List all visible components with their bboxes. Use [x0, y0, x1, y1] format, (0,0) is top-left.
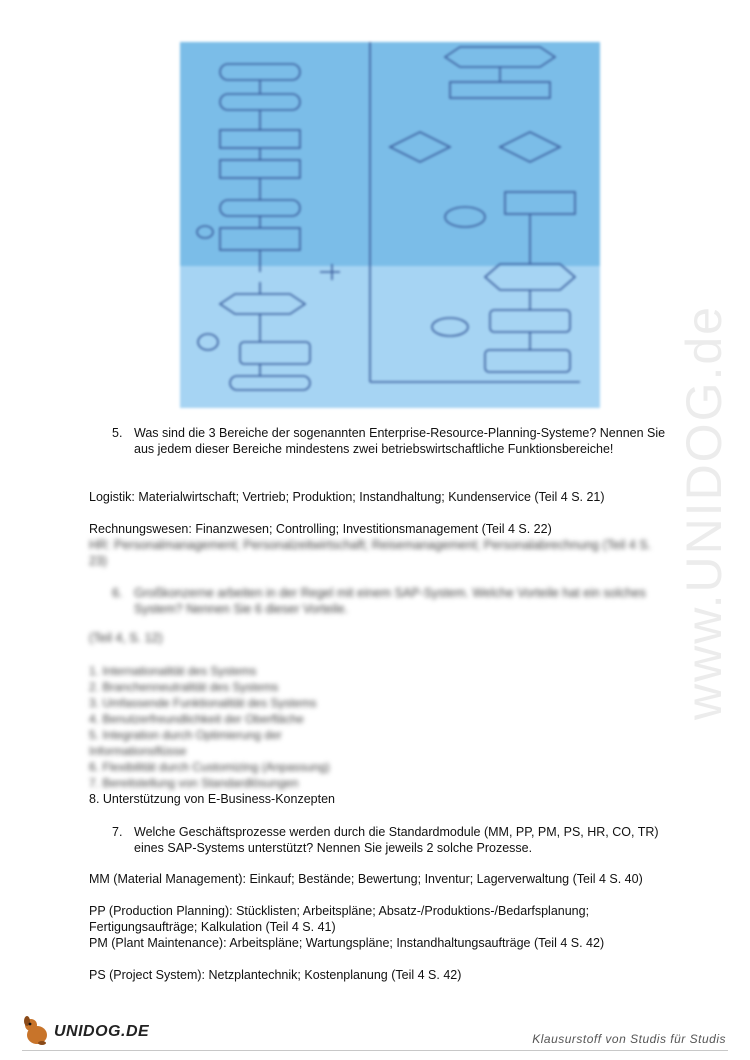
- flowchart-drawing: [180, 42, 600, 408]
- question-6-text: Großkonzerne arbeiten in der Regel mit einem SAP-System. Welche Vorteile hat ein solches System? Nennen Sie 6 dieser Vorteile.: [134, 586, 646, 616]
- answer-6-item: 1. Internationalität des Systems: [89, 664, 257, 678]
- footer-tagline: Klausurstoff von Studis für Studis: [532, 1032, 726, 1046]
- answer-6-item: 2. Branchenneutralität des Systems: [89, 680, 279, 694]
- answer-6-item: 7. Bereitstellung von Standardlösungen: [89, 776, 299, 790]
- answer-6-item: 3. Umfassende Funktionalität des Systems: [89, 696, 317, 710]
- question-7-number: 7.: [112, 825, 123, 839]
- question-7-text: Welche Geschäftsprozesse werden durch die Standardmodule (MM, PP, PM, PS, HR, CO, TR) eines SAP-Systems unterstützt? Nennen Sie jeweils 2 solche Prozesse.: [134, 825, 659, 855]
- answer-7-pm: PM (Plant Maintenance): Arbeitspläne; Wartungspläne; Instandhaltungsaufträge (Teil 4 S. 42): [89, 936, 605, 950]
- question-6-number: 6.: [112, 586, 123, 600]
- answer-7-pp: PP (Production Planning): Stücklisten; Arbeitspläne; Absatz-/Produktions-/Bedarfsplanung; Fertigungsaufträge; Kalkulation (Teil 4 S. 41): [89, 904, 590, 934]
- logo-text: UNIDOG.DE: [54, 1023, 150, 1040]
- answer-5-rechnungswesen: Rechnungswesen: Finanzwesen; Controlling; Investitionsmanagement (Teil 4 S. 22): [89, 522, 552, 536]
- answer-6-item: 6. Flexibilität durch Customizing (Anpassung): [89, 760, 330, 774]
- answer-7-mm: MM (Material Management): Einkauf; Bestände; Bewertung; Inventur; Lagerverwaltung (Teil 4 S. 40): [89, 872, 643, 886]
- flowchart-photo: [180, 42, 600, 408]
- answer-6-item: 8. Unterstützung von E-Business-Konzepten: [89, 792, 335, 806]
- question-5-text: Was sind die 3 Bereiche der sogenannten Enterprise-Resource-Planning-Systeme? Nennen Sie aus jedem dieser Bereiche mindestens zwei betriebswirtschaftliche Funktionsbereiche!: [134, 426, 666, 456]
- unidog-logo[interactable]: [22, 1015, 172, 1051]
- question-5-number: 5.: [112, 426, 123, 440]
- dog-icon: [22, 1015, 52, 1047]
- answer-6-item: 4. Benutzerfreundlichkeit der Oberfläche: [89, 712, 304, 726]
- watermark: www.UNIDOG.de: [676, 305, 732, 720]
- answer-6-ref: (Teil 4, S. 12): [89, 631, 163, 645]
- answer-5-hr: HR: Personalmanagement; Personalzeitwirtschaft; Reisemanagement; Personalabrechnung (Teil 4 S. 23): [89, 538, 652, 568]
- answer-7-ps: PS (Project System): Netzplantechnik; Kostenplanung (Teil 4 S. 42): [89, 968, 462, 982]
- answer-6-item: Informationsflüsse: [89, 744, 187, 758]
- footer-divider: [22, 1050, 728, 1051]
- answer-5-logistik: Logistik: Materialwirtschaft; Vertrieb; Produktion; Instandhaltung; Kundenservice (Teil 4 S. 21): [89, 490, 605, 504]
- answer-6-item: 5. Integration durch Optimierung der: [89, 728, 282, 742]
